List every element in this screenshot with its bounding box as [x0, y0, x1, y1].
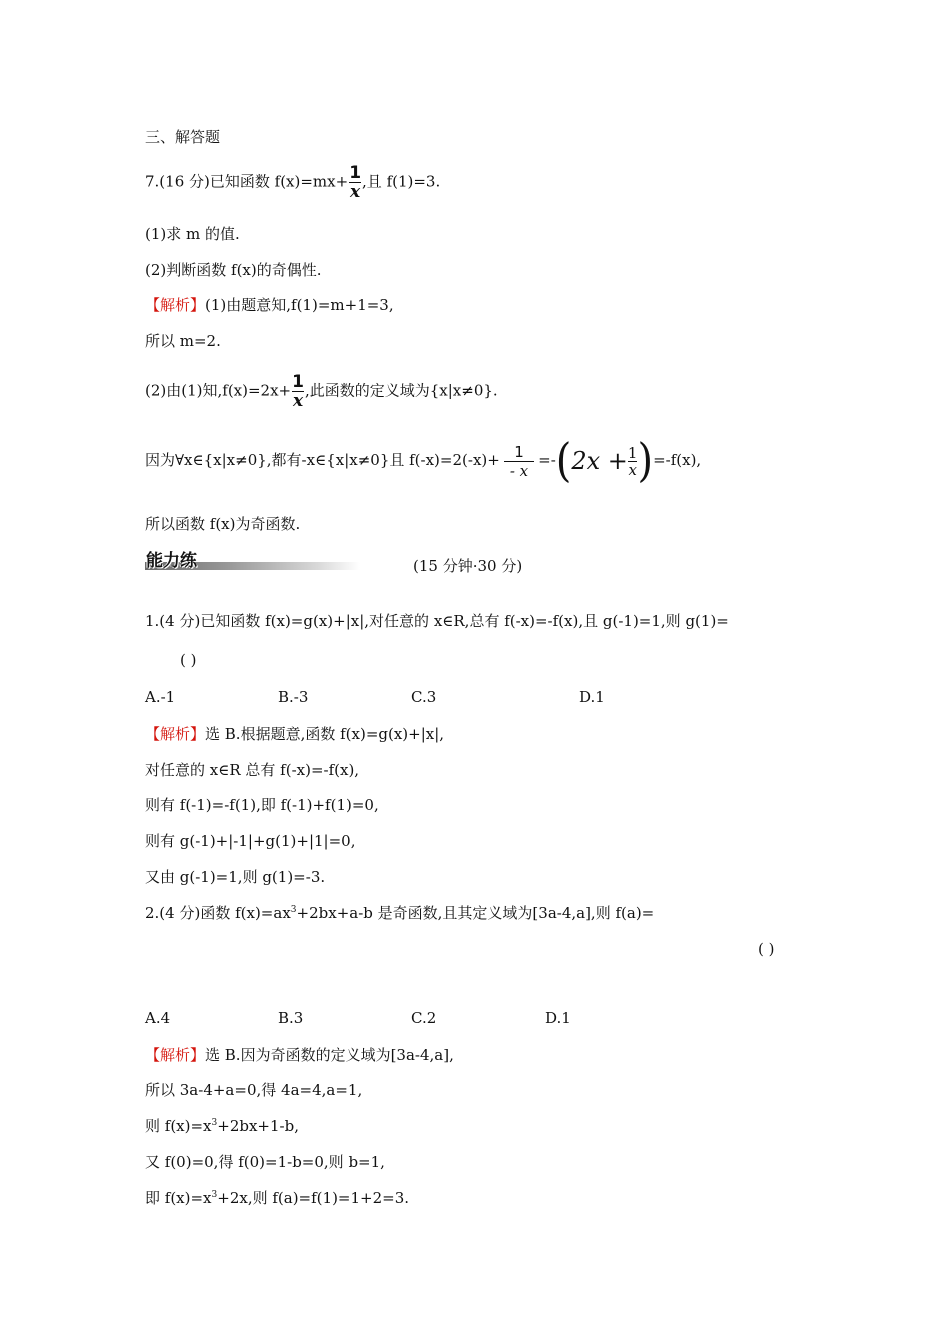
q2-sol3-b: +2bx+1-b, — [217, 1117, 299, 1135]
solution-label: 【解析】 — [145, 1046, 206, 1064]
q7-solution-line1 — [145, 295, 394, 315]
q7-sol4-inner-den: x — [628, 460, 637, 479]
q2-sol5 — [145, 1188, 409, 1208]
q7-part1: (1)求 m 的值. — [145, 225, 240, 243]
q2-sol3-sup: 3 — [211, 1118, 218, 1128]
section-tag-text: 能力练 — [146, 551, 197, 571]
q1-sol-line: 则有 g(-1)+|-1|+g(1)+|1|=0, — [145, 832, 356, 850]
q1-option-a: A.-1 — [145, 688, 176, 706]
q7-sol5: 所以函数 f(x)为奇函数. — [145, 515, 301, 533]
q7-sol4 — [145, 434, 702, 488]
q7-sol4-fraction — [504, 443, 534, 480]
right-paren: ) — [637, 434, 654, 488]
q7-sol4-den: - x — [504, 461, 534, 480]
q2-stem-b: +2bx+a-b 是奇函数,且其定义域为[3a-4,a],则 f(a)= — [296, 904, 655, 922]
q7-stem — [145, 164, 440, 201]
q2-option-a: A.4 — [145, 1009, 171, 1027]
q2-sol5-sup: 3 — [211, 1190, 218, 1200]
left-paren: ( — [555, 434, 572, 488]
q7-sol3-num: 1 — [292, 372, 304, 392]
q1-sol-line: 对任意的 x∈R 总有 f(-x)=-f(x), — [145, 761, 360, 779]
q2-solution-line1 — [145, 1045, 454, 1065]
q2-sol5-a: 即 f(x)=x — [145, 1189, 212, 1207]
q7-sol3-den: x — [292, 391, 304, 411]
q7-sol3-prefix: (2)由(1)知,f(x)=2x+ — [145, 381, 292, 400]
q2-stem — [145, 903, 654, 923]
q7-part2: (2)判断函数 f(x)的奇偶性. — [145, 261, 322, 279]
q7-frac-num: 1 — [349, 163, 362, 183]
q7-stem-suffix: ,且 f(1)=3. — [362, 172, 441, 191]
q2-option-d: D.1 — [545, 1009, 571, 1027]
q7-sol3-suffix: ,此函数的定义域为{x|x≠0}. — [304, 381, 498, 400]
q1-option-b: B.-3 — [278, 688, 309, 706]
q2-sol2: 所以 3a-4+a=0,得 4a=4,a=1, — [145, 1081, 363, 1099]
q7-sol4-num: 1 — [514, 442, 524, 461]
q2-sol5-b: +2x,则 f(a)=f(1)=1+2=3. — [217, 1189, 410, 1207]
q2-sol3 — [145, 1116, 299, 1136]
q2-stem-a: 2.(4 分)函数 f(x)=ax — [145, 904, 291, 922]
q1-stem: 1.(4 分)已知函数 f(x)=g(x)+|x|,对任意的 x∈R,总有 f(-x)=-f(x),且 g(-1)=1,则 g(1)= — [145, 612, 729, 630]
q2-sol4: 又 f(0)=0,得 f(0)=1-b=0,则 b=1, — [145, 1153, 385, 1171]
q2-option-b: B.3 — [278, 1009, 304, 1027]
q7-sol4-prefix: 因为∀x∈{x|x≠0},都有-x∈{x|x≠0}且 f(-x)=2(-x)+ — [145, 451, 500, 469]
q2-option-c: C.2 — [411, 1009, 437, 1027]
q7-sol3-fraction — [292, 373, 304, 410]
q7-sol4-expr: 2x + — [571, 447, 628, 475]
section-tag — [145, 546, 360, 572]
q1-sol-line: 则有 f(-1)=-f(1),即 f(-1)+f(1)=0, — [145, 796, 379, 814]
section-heading: 三、解答题 — [145, 128, 221, 146]
q7-sol3 — [145, 373, 498, 410]
q7-sol4-inner-num: 1 — [627, 443, 638, 462]
q1-solution-line1 — [145, 724, 444, 744]
q1-option-c: C.3 — [411, 688, 437, 706]
q7-sol4-suffix: =-f(x), — [653, 451, 702, 469]
q2-stem-sup: 3 — [290, 905, 297, 915]
q7-sol1: (1)由题意知,f(1)=m+1=3, — [205, 296, 394, 314]
q7-frac-den: x — [350, 182, 361, 202]
q7-sol4-inner-fraction — [628, 445, 638, 478]
q7-stem-prefix: 7.(16 分)已知函数 f(x)=mx+ — [145, 172, 349, 191]
q1-sol-line: 选 B.根据题意,函数 f(x)=g(x)+|x|, — [205, 725, 445, 743]
q1-sol-line: 又由 g(-1)=1,则 g(1)=-3. — [145, 868, 326, 886]
q2-sol3-a: 则 f(x)=x — [145, 1117, 212, 1135]
solution-label: 【解析】 — [145, 725, 206, 743]
q1-answer-blank: ( ) — [180, 651, 197, 669]
q2-answer-blank: ( ) — [758, 940, 775, 958]
q7-sol2: 所以 m=2. — [145, 332, 221, 350]
section-time: (15 分钟·30 分) — [413, 557, 523, 575]
solution-label: 【解析】 — [145, 296, 206, 314]
q2-sol1: 选 B.因为奇函数的定义域为[3a-4,a], — [205, 1046, 454, 1064]
q1-option-d: D.1 — [579, 688, 605, 706]
q7-fraction — [349, 164, 361, 201]
q7-sol4-mid: =- — [538, 451, 556, 469]
